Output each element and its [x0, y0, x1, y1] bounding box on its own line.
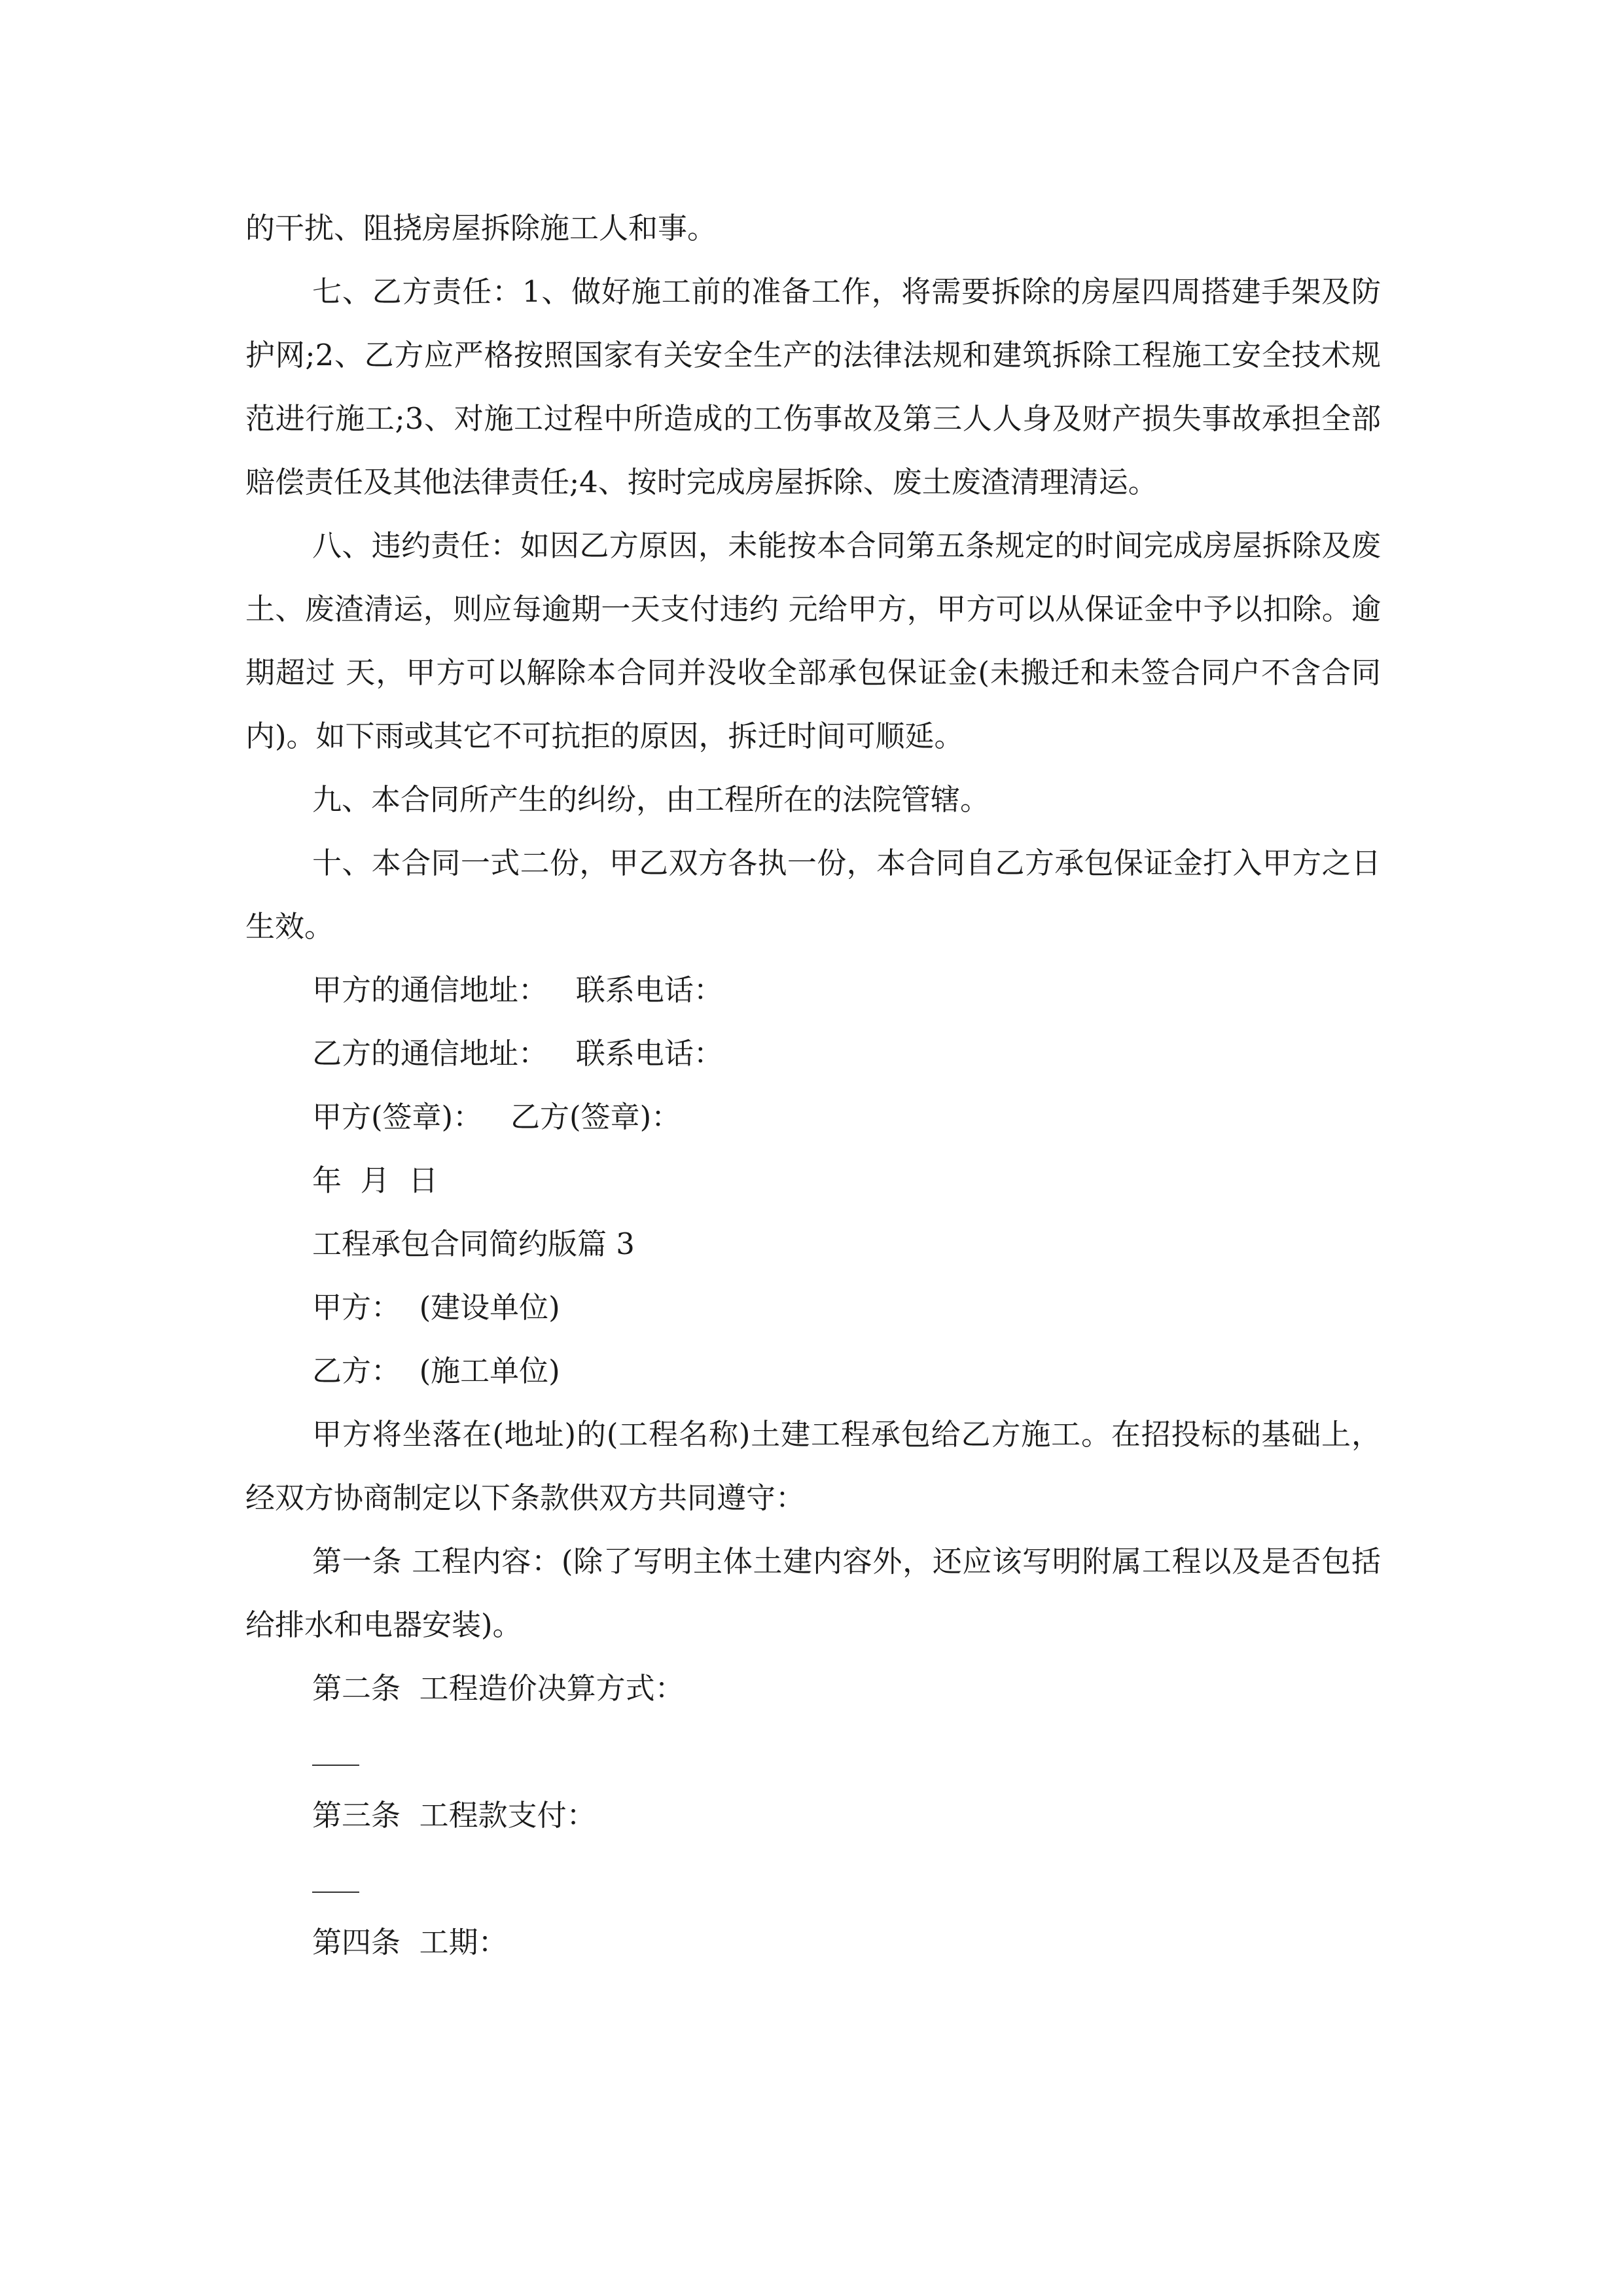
- underline-rule: [312, 1892, 359, 1893]
- paragraph-article-1: 第一条 工程内容：(除了写明主体土建内容外，还应该写明附属工程以及是否包括给排水和电器安装)。: [245, 1544, 1381, 1642]
- underline-rule: [312, 1765, 359, 1766]
- article-2-heading: 第二条 工程造价决算方式：: [312, 1671, 685, 1706]
- date-line: 年 月 日: [312, 1163, 438, 1198]
- party-b-address-line: 乙方的通信地址： 联系电话：: [312, 1036, 723, 1071]
- section-heading: 工程承包合同简约版篇 3: [312, 1227, 635, 1261]
- article-3-heading: 第三条 工程款支付：: [312, 1798, 596, 1833]
- paragraph-clause-9: 九、本合同所产生的纠纷，由工程所在的法院管辖。: [312, 782, 990, 817]
- signature-line: 甲方(签章)： 乙方(签章)：: [312, 1100, 681, 1134]
- paragraph-continuation: 的干扰、阻挠房屋拆除施工人和事。: [245, 211, 717, 245]
- document-body: [245, 196, 1381, 1974]
- paragraph-clause-7: 七、乙方责任：1、做好施工前的准备工作，将需要拆除的房屋四周搭建手架及防护网;2、乙方应严格按照国家有关安全生产的法律法规和建筑拆除工程施工安全技术规范进行施工;3、对施工过程中所造成的工伤事故及第三人人身及财产损失事故承担全部赔偿责任及其他法律责任;4、按时完成房屋拆除、废土废渣清理清运。: [245, 274, 1381, 499]
- party-b-line: 乙方： (施工单位): [312, 1354, 560, 1388]
- blank-fill-line-1: [245, 1720, 1381, 1784]
- article-4-heading: 第四条 工期：: [312, 1925, 508, 1960]
- paragraph-intro: 甲方将坐落在(地址)的(工程名称)土建工程承包给乙方施工。在招投标的基础上，经双方协商制定以下条款供双方共同遵守：: [245, 1417, 1381, 1515]
- party-a-address-line: 甲方的通信地址： 联系电话：: [312, 973, 723, 1007]
- paragraph-clause-10: 十、本合同一式二份，甲乙双方各执一份，本合同自乙方承包保证金打入甲方之日生效。: [245, 846, 1381, 944]
- blank-fill-line-2: [245, 1847, 1381, 1910]
- paragraph-clause-8: 八、违约责任：如因乙方原因，未能按本合同第五条规定的时间完成房屋拆除及废土、废渣清运，则应每逾期一天支付违约 元给甲方，甲方可以从保证金中予以扣除。逾期超过 天，甲方可以解除本合同并没收全部承包保证金(未搬迁和未签合同户不含合同内)。如下雨或其它不可抗拒的原因，拆迁时间可顺延。: [245, 528, 1381, 753]
- party-a-line: 甲方： (建设单位): [312, 1290, 560, 1325]
